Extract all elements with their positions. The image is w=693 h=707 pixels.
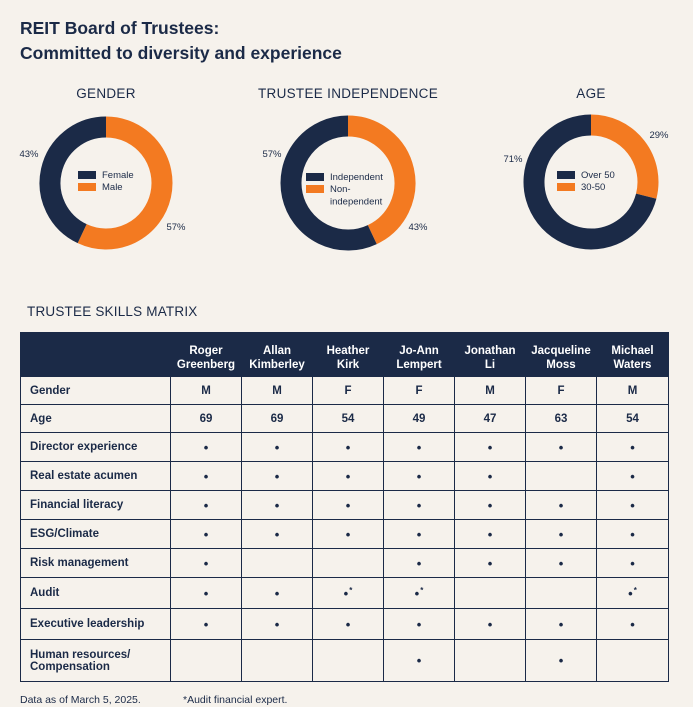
skill-dot: • <box>487 616 493 632</box>
skill-dot: • <box>416 497 422 513</box>
matrix-cell <box>526 578 597 609</box>
row-label: Audit <box>21 578 171 609</box>
trustee-name: Jonathan Li <box>464 345 516 371</box>
matrix-cell <box>384 549 455 578</box>
skill-dot: • <box>558 653 564 668</box>
matrix-cell <box>526 520 597 549</box>
row-label: Executive leadership <box>21 609 171 640</box>
chart-title-gender: GENDER <box>76 86 136 101</box>
matrix-cell <box>313 549 384 578</box>
matrix-cell <box>242 549 313 578</box>
matrix-cell: M <box>455 377 526 405</box>
skills-matrix-title: TRUSTEE SKILLS MATRIX <box>27 304 198 319</box>
skill-dot: • <box>203 468 209 484</box>
table-row <box>21 520 669 549</box>
matrix-cell <box>313 462 384 491</box>
matrix-cell <box>526 640 597 682</box>
matrix-cell <box>597 609 669 640</box>
skill-dot: • <box>345 616 351 632</box>
row-label: Risk management <box>21 549 171 578</box>
skill-dot: • <box>274 497 280 513</box>
matrix-cell <box>242 433 313 462</box>
matrix-cell <box>597 578 669 609</box>
matrix-cell <box>526 549 597 578</box>
skill-dot: • <box>274 616 280 632</box>
skill-dot: • <box>630 616 635 632</box>
matrix-header-row <box>21 333 669 377</box>
matrix-cell <box>597 640 669 682</box>
trustee-name: Heather Kirk <box>326 345 370 371</box>
trustee-header <box>313 333 384 377</box>
row-label: ESG/Climate <box>21 520 171 549</box>
trustee-header <box>597 333 669 377</box>
matrix-cell <box>597 520 669 549</box>
skill-dot: • <box>558 439 564 455</box>
matrix-cell: 54 <box>597 405 669 433</box>
matrix-cell: 69 <box>171 405 242 433</box>
matrix-cell <box>242 462 313 491</box>
matrix-cell <box>171 609 242 640</box>
skill-dot: • <box>487 497 493 513</box>
audit-expert-star: * <box>633 585 637 595</box>
matrix-cell <box>242 609 313 640</box>
skill-dot: • <box>628 585 633 601</box>
skill-dot: • <box>274 468 280 484</box>
matrix-cell <box>313 520 384 549</box>
matrix-cell <box>597 491 669 520</box>
skill-dot: • <box>203 439 209 455</box>
matrix-cell <box>384 462 455 491</box>
skill-dot: • <box>416 439 422 455</box>
trustee-name: Jacqueline Moss <box>531 345 591 371</box>
matrix-cell <box>597 549 669 578</box>
matrix-cell <box>171 491 242 520</box>
skill-dot: • <box>487 439 493 455</box>
skill-dot: • <box>274 526 280 542</box>
slice-percent-label: 71% <box>503 154 523 165</box>
skill-dot: • <box>345 439 351 455</box>
row-label: Director experience <box>21 433 171 462</box>
table-row <box>21 609 669 640</box>
slice-percent-label: 29% <box>649 130 669 141</box>
matrix-cell <box>455 549 526 578</box>
slice-percent-label: 43% <box>408 222 428 233</box>
table-row <box>21 640 669 682</box>
row-label: Financial literacy <box>21 491 171 520</box>
matrix-cell <box>455 462 526 491</box>
matrix-cell <box>171 462 242 491</box>
skill-dot: • <box>414 585 420 601</box>
page-title-line2: Committed to diversity and experience <box>20 43 342 63</box>
matrix-cell <box>313 609 384 640</box>
audit-expert-star: * <box>420 585 424 595</box>
matrix-cell <box>171 549 242 578</box>
donut-slice-independent <box>291 126 372 240</box>
skill-dot: • <box>416 468 422 484</box>
footer-date-note: Data as of March 5, 2025. <box>20 694 141 706</box>
matrix-cell: 54 <box>313 405 384 433</box>
table-row <box>21 433 669 462</box>
matrix-cell <box>597 462 669 491</box>
matrix-cell <box>455 520 526 549</box>
matrix-cell <box>384 520 455 549</box>
skill-dot: • <box>487 555 493 571</box>
matrix-cell <box>242 578 313 609</box>
legend-swatch <box>78 171 96 179</box>
skill-dot: • <box>274 585 280 601</box>
matrix-cell <box>171 433 242 462</box>
matrix-cell <box>455 609 526 640</box>
trustee-name: Allan Kimberley <box>249 345 305 371</box>
gender-donut-chart <box>0 0 693 300</box>
legend-label: Male <box>102 182 123 193</box>
matrix-cell <box>384 640 455 682</box>
table-row <box>21 578 669 609</box>
skill-dot: • <box>416 526 422 542</box>
row-label: Gender <box>21 377 171 405</box>
table-row <box>21 405 669 433</box>
slice-percent-label: 43% <box>19 149 39 160</box>
legend-swatch <box>306 185 324 193</box>
skill-dot: • <box>630 439 635 455</box>
legend-label: Over 50 <box>581 170 615 181</box>
matrix-cell <box>455 433 526 462</box>
skill-dot: • <box>630 526 635 542</box>
matrix-cell <box>313 640 384 682</box>
matrix-cell <box>242 520 313 549</box>
slice-percent-label: 57% <box>166 222 186 233</box>
matrix-cell <box>171 520 242 549</box>
matrix-cell: 49 <box>384 405 455 433</box>
trustee-name: Jo-Ann Lempert <box>396 345 442 371</box>
matrix-cell <box>384 609 455 640</box>
trustee-name: Michael Waters <box>611 345 654 371</box>
matrix-cell <box>455 578 526 609</box>
skill-dot: • <box>203 585 209 601</box>
matrix-header-corner <box>21 333 171 377</box>
skill-dot: • <box>274 439 280 455</box>
matrix-cell <box>171 578 242 609</box>
table-row <box>21 491 669 520</box>
matrix-cell <box>526 433 597 462</box>
table-row <box>21 377 669 405</box>
matrix-cell <box>242 491 313 520</box>
skill-dot: • <box>345 497 351 513</box>
skill-dot: • <box>630 555 635 571</box>
legend-swatch <box>557 171 575 179</box>
skill-dot: • <box>345 526 351 542</box>
row-label: Human resources/ Compensation <box>21 640 171 682</box>
matrix-cell: M <box>171 377 242 405</box>
skill-dot: • <box>203 526 209 542</box>
matrix-cell <box>455 640 526 682</box>
table-row <box>21 549 669 578</box>
skill-dot: • <box>487 468 493 484</box>
slice-percent-label: 57% <box>262 149 282 160</box>
skill-dot: • <box>416 555 422 571</box>
trustee-header <box>455 333 526 377</box>
matrix-cell: M <box>597 377 669 405</box>
legend-label: Female <box>102 170 134 181</box>
matrix-cell <box>526 491 597 520</box>
skill-dot: • <box>416 616 422 632</box>
legend-label: Independent <box>330 172 383 183</box>
row-label: Real estate acumen <box>21 462 171 491</box>
matrix-cell: 47 <box>455 405 526 433</box>
skill-dot: • <box>203 616 209 632</box>
row-label: Age <box>21 405 171 433</box>
legend-swatch <box>78 183 96 191</box>
legend-swatch <box>306 173 324 181</box>
matrix-cell <box>313 433 384 462</box>
matrix-cell <box>384 433 455 462</box>
matrix-cell: 69 <box>242 405 313 433</box>
matrix-cell: F <box>526 377 597 405</box>
legend-swatch <box>557 183 575 191</box>
skill-dot: • <box>558 526 564 542</box>
matrix-cell <box>313 578 384 609</box>
matrix-cell <box>455 491 526 520</box>
skill-dot: • <box>630 468 635 484</box>
skill-dot: • <box>203 497 209 513</box>
trustee-name: Roger Greenberg <box>176 345 236 371</box>
matrix-cell <box>171 640 242 682</box>
trustee-header <box>526 333 597 377</box>
matrix-cell: M <box>242 377 313 405</box>
matrix-cell: F <box>313 377 384 405</box>
table-row <box>21 462 669 491</box>
page-title-line1: REIT Board of Trustees: <box>20 18 220 38</box>
matrix-cell <box>242 640 313 682</box>
skill-dot: • <box>343 585 349 601</box>
skill-dot: • <box>558 497 564 513</box>
matrix-cell <box>313 491 384 520</box>
skill-dot: • <box>558 555 564 571</box>
matrix-cell <box>526 462 597 491</box>
matrix-cell: F <box>384 377 455 405</box>
matrix-cell: 63 <box>526 405 597 433</box>
skill-dot: • <box>630 497 635 513</box>
trustee-header <box>242 333 313 377</box>
trustee-header <box>171 333 242 377</box>
matrix-cell <box>384 491 455 520</box>
legend-label: 30-50 <box>581 182 606 193</box>
skill-dot: • <box>558 616 564 632</box>
trustee-header <box>384 333 455 377</box>
skill-dot: • <box>345 468 351 484</box>
donut-slice-female <box>50 127 106 234</box>
chart-title-independence: TRUSTEE INDEPENDENCE <box>257 86 439 101</box>
matrix-body <box>21 377 669 682</box>
legend-label: Non-independent <box>330 184 383 208</box>
matrix-cell <box>384 578 455 609</box>
skill-dot: • <box>203 555 209 571</box>
audit-expert-star: * <box>349 585 353 595</box>
chart-title-age: AGE <box>576 86 606 101</box>
skills-matrix-table <box>20 332 669 682</box>
matrix-cell <box>597 433 669 462</box>
skill-dot: • <box>487 526 493 542</box>
matrix-cell <box>526 609 597 640</box>
skill-dot: • <box>416 653 422 668</box>
footer-audit-note: *Audit financial expert. <box>183 694 288 706</box>
